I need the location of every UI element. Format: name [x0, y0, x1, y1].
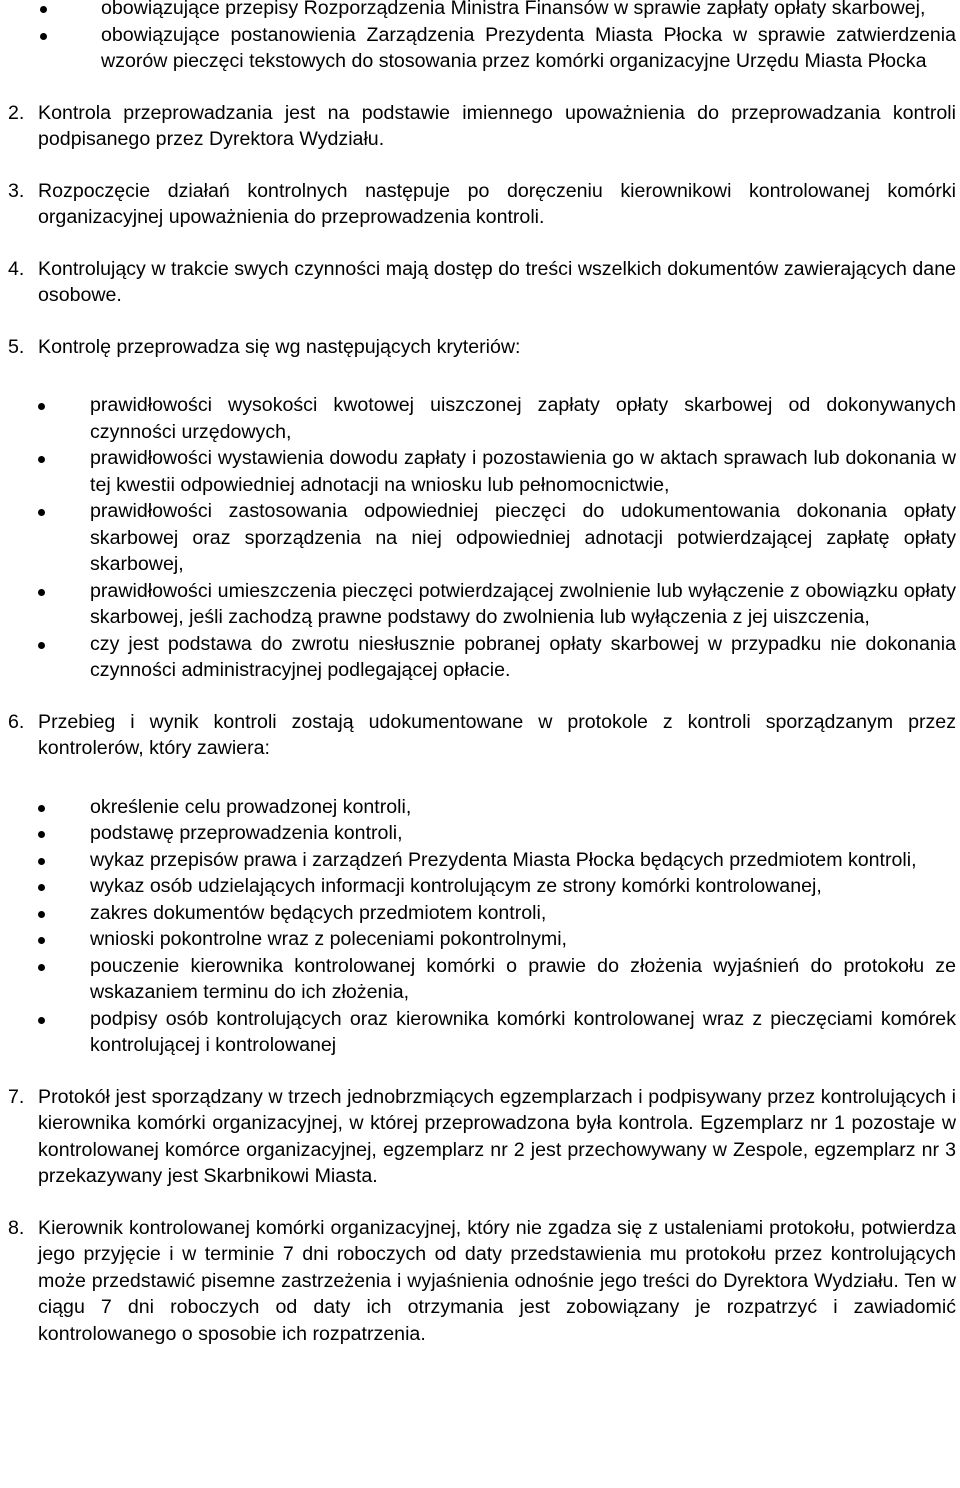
list-item: podstawę przeprowadzenia kontroli, — [0, 820, 960, 847]
list-item: wykaz osób udzielających informacji kontrolującym ze strony komórki kontrolowanej, — [0, 873, 960, 900]
list-item: obowiązujące przepisy Rozporządzenia Ministra Finansów w sprawie zapłaty opłaty skarbowej, — [0, 0, 960, 22]
protocol-bullet-list — [0, 794, 960, 1059]
bullet-icon — [40, 33, 47, 40]
list-item: pouczenie kierownika kontrolowanej komórki o prawie do złożenia wyjaśnień do protokołu ze wskazaniem terminu do ich złożenia, — [0, 953, 960, 1006]
paragraph-4: 4. Kontrolujący w trakcie swych czynności mają dostęp do treści wszelkich dokumentów zawierających dane osobowe. — [8, 257, 956, 306]
bullet-icon — [38, 964, 45, 971]
paragraph-5: 5. Kontrolę przeprowadza się wg następujących kryteriów: — [8, 335, 521, 358]
bullet-icon — [38, 858, 45, 865]
bullet-icon — [38, 831, 45, 838]
list-item: czy jest podstawa do zwrotu niesłusznie pobranej opłaty skarbowej w przypadku nie dokonania czynności administracyjnej podlegającej opłacie. — [0, 631, 960, 684]
bullet-icon — [38, 911, 45, 918]
list-item: prawidłowości umieszczenia pieczęci potwierdzającej zwolnienie lub wyłączenie z obowiązku opłaty skarbowej, jeśli zachodzą prawne podstawy do zwolnienia lub wyłączenia z jej uiszczenia, — [0, 578, 960, 631]
paragraph-8: 8. Kierownik kontrolowanej komórki organizacyjnej, który nie zgadza się z ustaleniami protokołu, potwierdza jego przyjęcie i w terminie 7 dni roboczych od daty przedstawienia mu protokołu przez kontrolujących może przedstawić pisemne zastrzeżenia i wyjaśnienia odnośnie jego treści do Dyrektora Wydziału. Ten w ciągu 7 dni roboczych od daty ich otrzymania jest zobowiązany je rozpatrzyć i zawiadomić kontrolowanego o sposobie ich rozpatrzenia. — [8, 1216, 956, 1345]
list-item: obowiązujące postanowienia Zarządzenia Prezydenta Miasta Płocka w sprawie zatwierdzenia wzorów pieczęci tekstowych do stosowania przez komórki organizacyjne Urzędu Miasta Płocka — [0, 22, 960, 75]
bullet-icon — [40, 6, 47, 13]
list-item: wnioski pokontrolne wraz z poleceniami pokontrolnymi, — [0, 926, 960, 953]
list-item: prawidłowości wystawienia dowodu zapłaty i pozostawienia go w aktach sprawach lub dokonania w tej kwestii odpowiedniej adnotacji na wniosku lub pełnomocnictwie, — [0, 445, 960, 498]
bullet-icon — [38, 589, 45, 596]
list-item: wykaz przepisów prawa i zarządzeń Prezydenta Miasta Płocka będących przedmiotem kontroli, — [0, 847, 960, 874]
paragraph-3: 3. Rozpoczęcie działań kontrolnych następuje po doręczeniu kierownikowi kontrolowanej komórki organizacyjnej upoważnienia do przeprowadzenia kontroli. — [8, 179, 956, 228]
list-item: podpisy osób kontrolujących oraz kierownika komórki kontrolowanej wraz z pieczęciami komórek kontrolującej i kontrolowanej — [0, 1006, 960, 1059]
criteria-bullet-list — [0, 392, 960, 684]
list-item: określenie celu prowadzonej kontroli, — [0, 794, 960, 821]
bullet-icon — [38, 642, 45, 649]
list-item: prawidłowości zastosowania odpowiedniej pieczęci do udokumentowania dokonania opłaty skarbowej oraz sporządzenia na niej odpowiedniej adnotacji potwierdzającej zapłatę opłaty skarbowej, — [0, 498, 960, 578]
bullet-icon — [38, 403, 45, 410]
paragraph-6: 6. Przebieg i wynik kontroli zostają udokumentowane w protokole z kontroli sporządzanym przez kontrolerów, który zawiera: — [8, 710, 956, 759]
intro-bullet-list — [0, 0, 960, 75]
bullet-icon — [38, 456, 45, 463]
paragraph-2: 2. Kontrola przeprowadzania jest na podstawie imiennego upoważnienia do przeprowadzania kontroli podpisanego przez Dyrektora Wydziału. — [8, 101, 956, 150]
bullet-icon — [38, 509, 45, 516]
list-item: prawidłowości wysokości kwotowej uiszczonej zapłaty opłaty skarbowej od dokonywanych czynności urzędowych, — [0, 392, 960, 445]
list-item: zakres dokumentów będących przedmiotem kontroli, — [0, 900, 960, 927]
bullet-icon — [38, 805, 45, 812]
bullet-icon — [38, 1017, 45, 1024]
bullet-icon — [38, 937, 45, 944]
bullet-icon — [38, 884, 45, 891]
paragraph-7: 7. Protokół jest sporządzany w trzech jednobrzmiących egzemplarzach i podpisywany przez kontrolujących i kierownika komórki organizacyjnej, w której przeprowadzona była kontrola. Egzemplarz nr 1 pozostaje w kontrolowanej komórce organizacyjnej, egzemplarz nr 2 jest przechowywany w Zespole, egzemplarz nr 3 przekazywany jest Skarbnikowi Miasta. — [8, 1085, 956, 1187]
